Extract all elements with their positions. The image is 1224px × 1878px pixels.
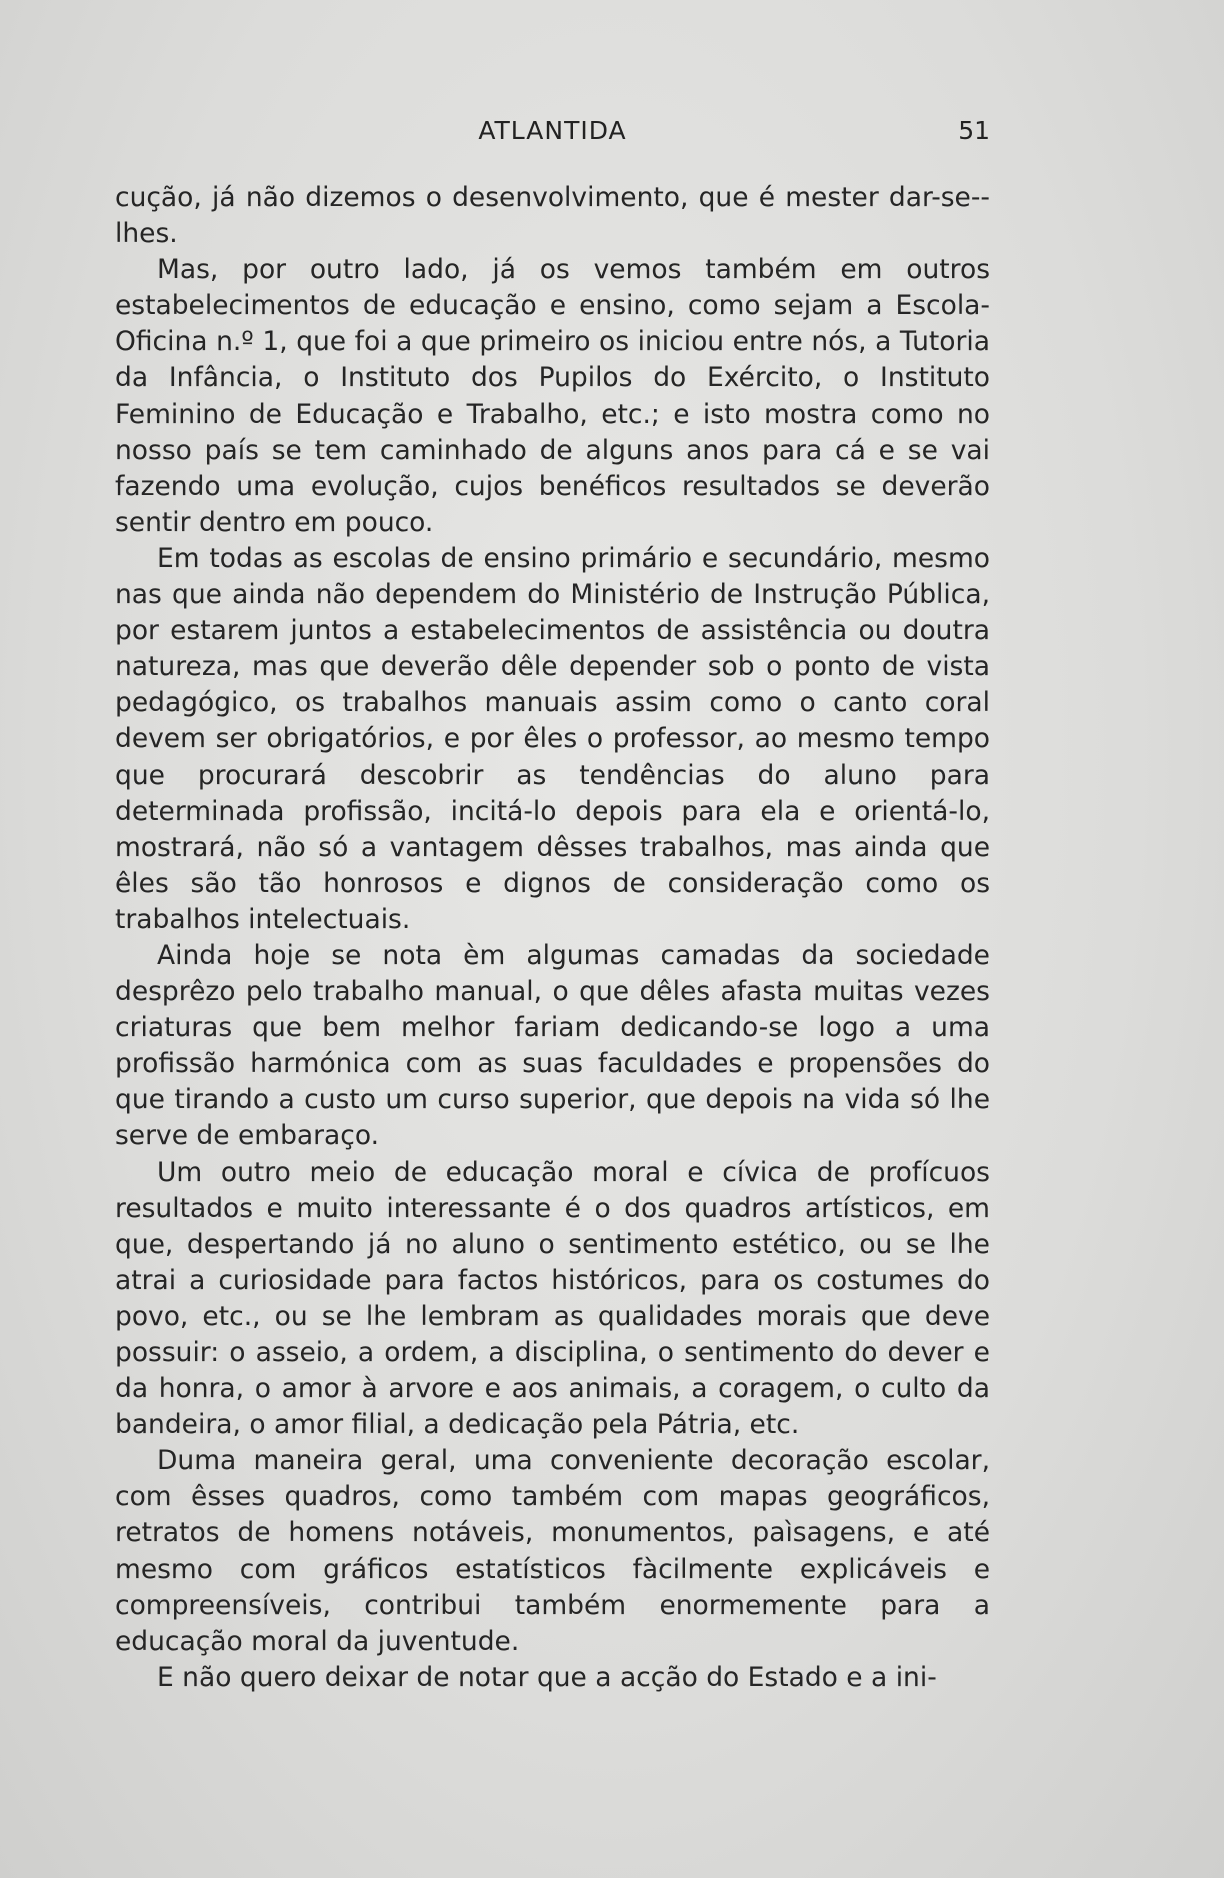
paragraph-7: E não quero deixar de notar que a acção do Estado e a ini- [157, 1661, 937, 1693]
paragraph-4: Ainda hoje se nota èm algumas camadas da sociedade desprêzo pelo trabalho manual, o que dêles afasta muitas vezes criaturas que bem melhor fariam dedicando-se logo a uma profissão harmónica com as suas faculdades e propensões do que tirando a custo um curso superior, que depois na vida só lhe serve de embaraço. [115, 939, 990, 1152]
body-text [115, 180, 990, 1696]
running-title: ATLANTIDA [478, 116, 627, 145]
paragraph-6: Duma maneira geral, uma conveniente decoração escolar, com êsses quadros, como também com mapas geográficos, retratos de homens notáveis, monumentos, paìsagens, e até mesmo com gráficos estatísticos fàcilmente explicáveis e compreensíveis, contribui também enormemente para a educação moral da juventude. [115, 1445, 990, 1657]
paragraph-2: Mas, por outro lado, já os vemos também em outros estabelecimentos de educação e ensino, como sejam a Escola-Oficina n.º 1, que foi a que primeiro os iniciou entre nós, a Tutoria da Infância, o Instituto dos Pupilos do Exército, o Instituto Feminino de Educação e Trabalho, etc.; e isto mostra como no nosso país se tem caminhado de alguns anos para cá e se vai fazendo uma evolução, cujos benéficos resultados se deverão sentir dentro em pouco. [115, 254, 990, 538]
paragraph-3: Em todas as escolas de ensino primário e secundário, mesmo nas que ainda não dependem do Ministério de Instrução Pública, por estarem juntos a estabelecimentos de assistência ou doutra natureza, mas que deverão dêle depender sob o ponto de vista pedagógico, os trabalhos manuais assim como o canto coral devem ser obrigatórios, e por êles o professor, ao mesmo tempo que procurará descobrir as tendências do aluno para determinada profissão, incitá-lo depois para ela e orientá-lo, mostrará, não só a vantagem dêsses trabalhos, mas ainda que êles são tão honrosos e dignos de consideração como os trabalhos intelectuais. [115, 542, 990, 935]
paragraph-5: Um outro meio de educação moral e cívica de profícuos resultados e muito interessante é o dos quadros artísticos, em que, despertando já no aluno o sentimento estético, ou se lhe atrai a curiosidade para factos históricos, para os costumes do povo, etc., ou se lhe lembram as qualidades morais que deve possuir: o asseio, a ordem, a disciplina, o sentimento do dever e da honra, o amor à arvore e aos animais, a coragem, o culto da bandeira, o amor filial, a dedicação pela Pátria, etc. [115, 1156, 990, 1441]
running-head [115, 116, 990, 156]
paragraph-1: cução, já não dizemos o desenvolvimento, que é mester dar-se--lhes. [115, 182, 990, 250]
page-number: 51 [958, 116, 990, 145]
